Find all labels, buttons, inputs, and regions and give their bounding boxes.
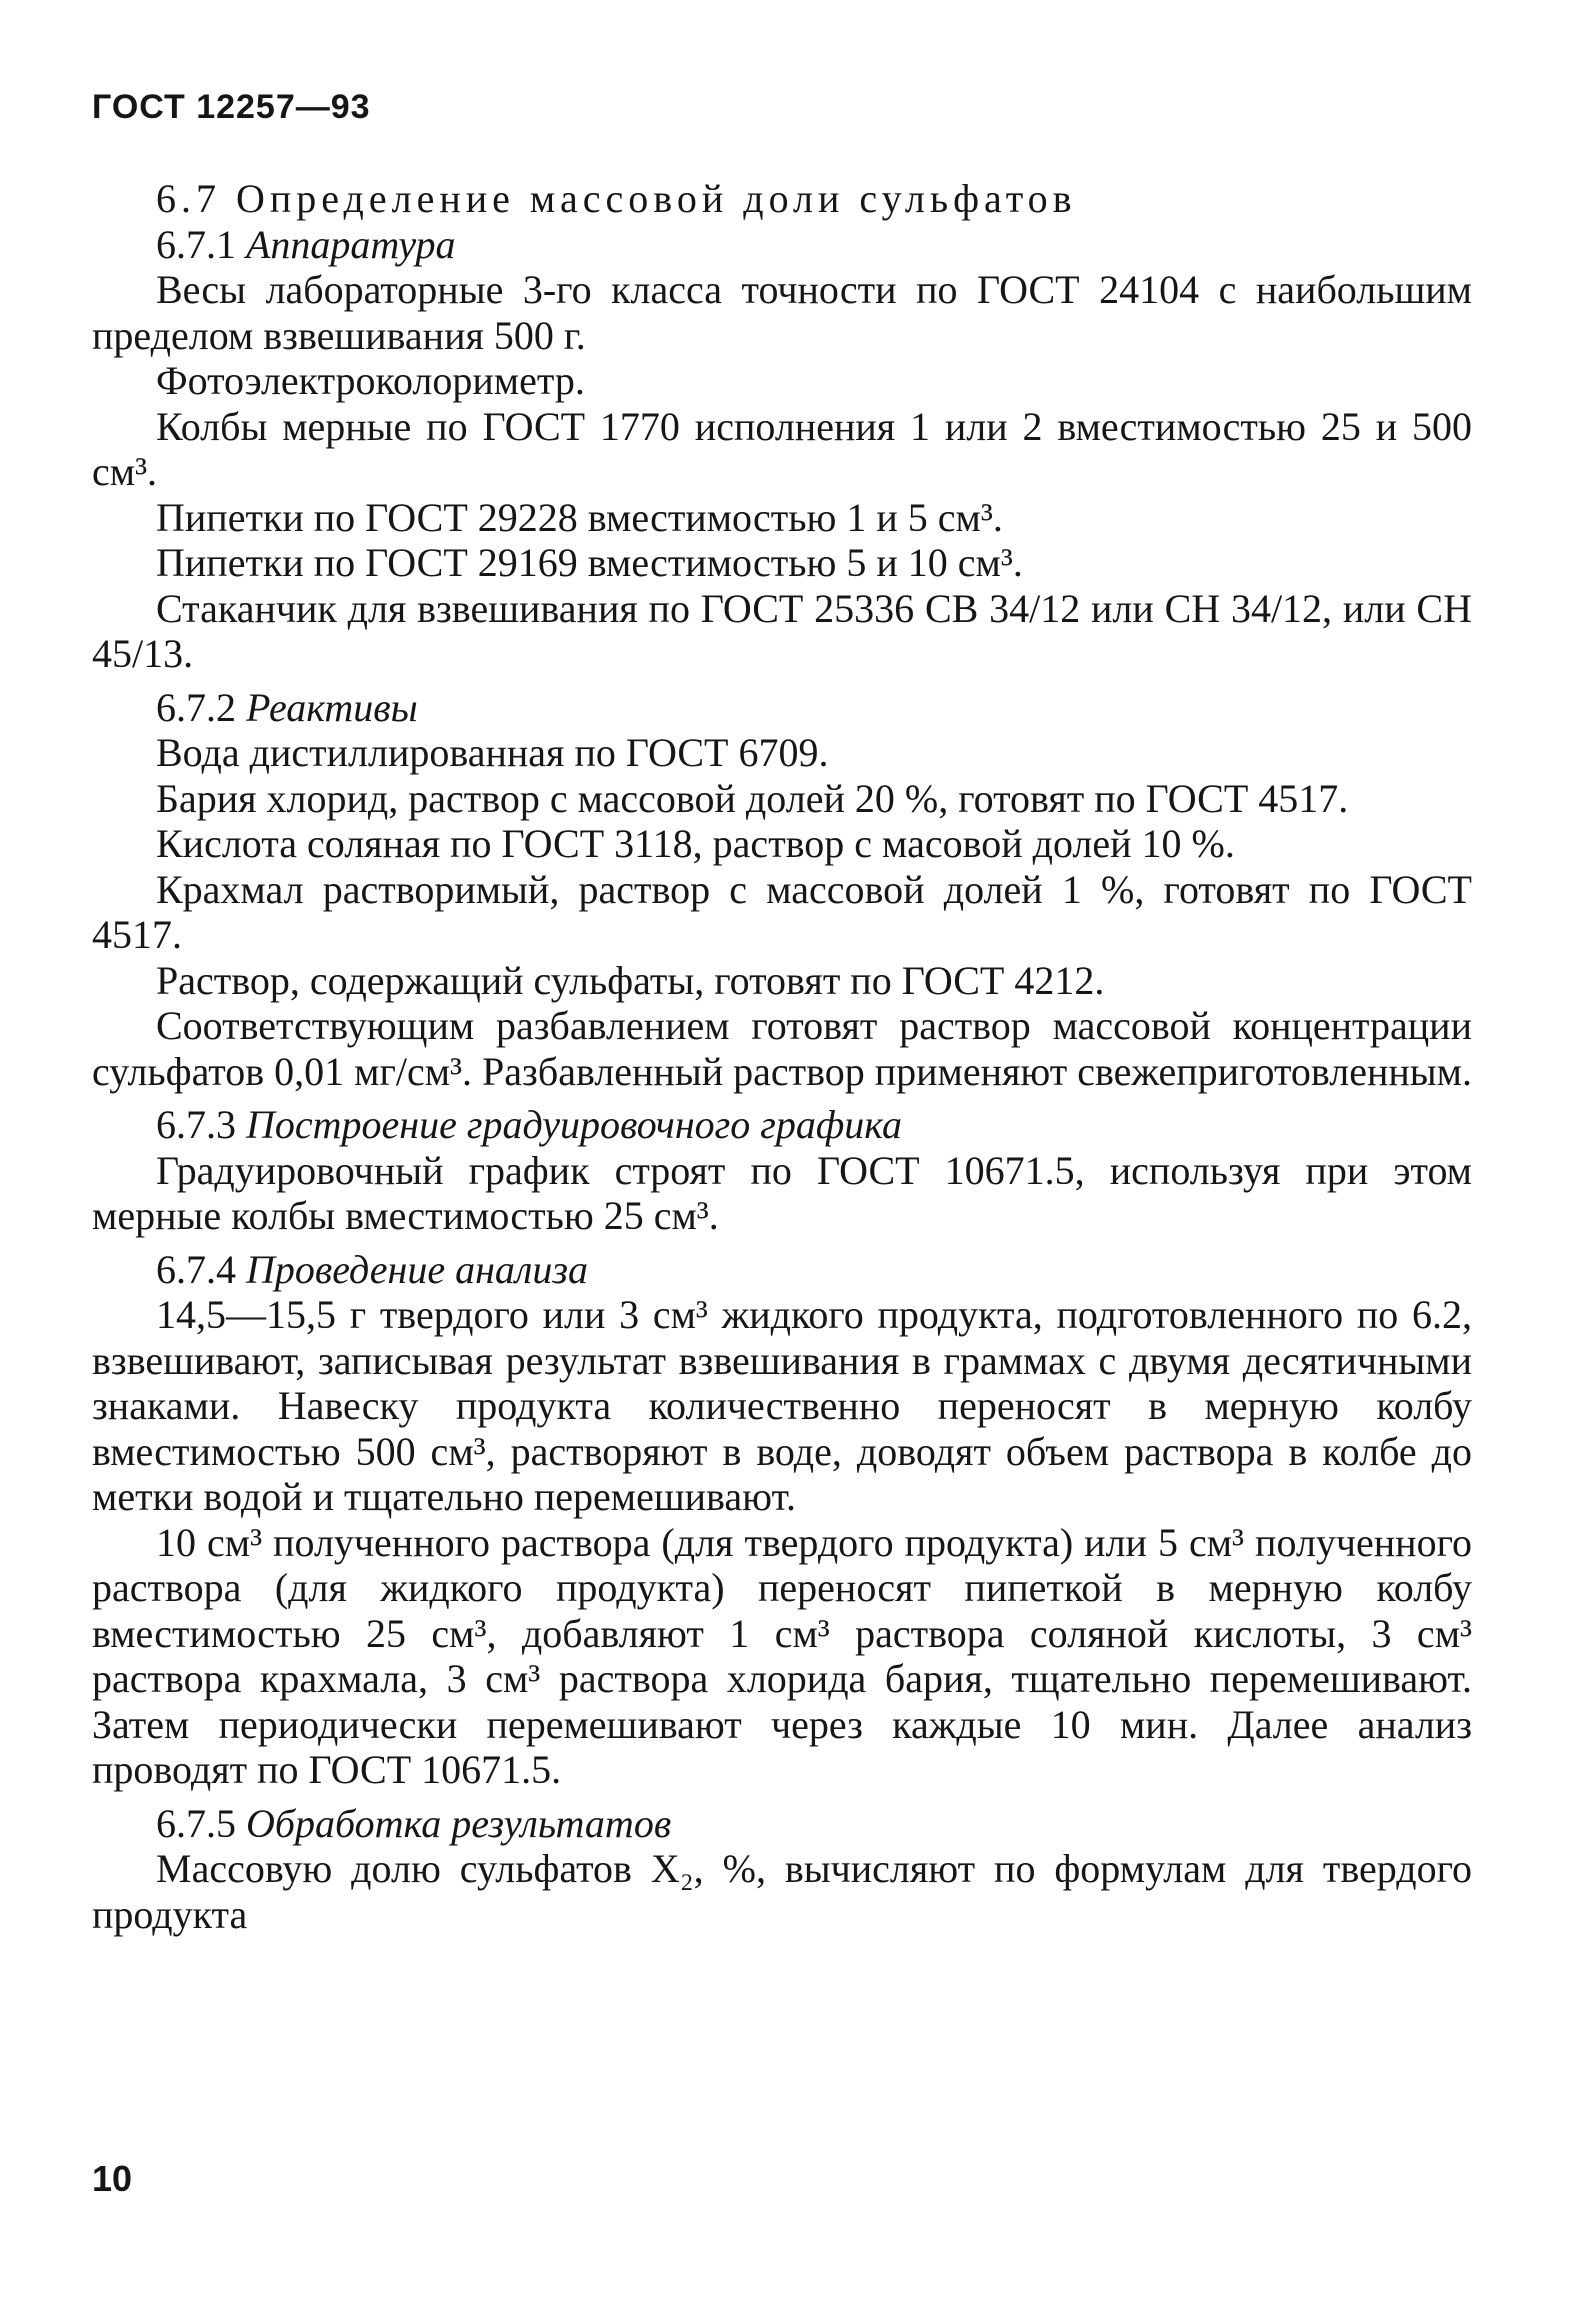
page-number: 10 — [92, 2158, 133, 2199]
analysis-paragraph: 14,5—15,5 г твердого или 3 см³ жидкого продукта, подготовленного по 6.2, взвешивают, записывая результат взвешивания в граммах с двумя десятичными знаками. Навеску продукта количественно переносят в мерную колбу вместимостью 500 см³, растворяют в воде, доводят объем раствора в колбе до метки водой и тщательно перемешивают. — [92, 1292, 1472, 1519]
analysis-paragraph: 10 см³ полученного раствора (для твердого продукта) или 5 см³ полученного раствора (для жидкого продукта) переносят пипеткой в мерную колбу вместимостью 25 см³, добавляют 1 см³ раствора соляной кислоты, 3 см³ раствора крахмала, 3 см³ раствора хлорида бария, тщательно перемешивают. Затем периодически перемешивают через каждые 10 мин. Далее анализ проводят по ГОСТ 10671.5. — [92, 1519, 1472, 1792]
subsection-title: Реактивы — [246, 684, 418, 730]
subsection-title: Проведение анализа — [246, 1246, 588, 1292]
subsection-title: Построение градуировочного графика — [246, 1102, 902, 1147]
subsection-heading-analysis — [92, 1247, 1472, 1293]
subsection-number: 6.7.3 — [156, 1102, 236, 1147]
reagent-item: Кислота соляная по ГОСТ 3118, раствор с масовой долей 10 %. — [156, 821, 1235, 866]
subsection-heading-equipment — [92, 222, 1472, 268]
reagent-item: Раствор, содержащий сульфаты, готовят по ГОСТ 4212. — [156, 957, 1105, 1003]
reagent-item: Крахмал растворимый, раствор с массовой долей 1 %, готовят по ГОСТ 4517. — [92, 866, 1472, 957]
subsection-number: 6.7.1 — [156, 221, 236, 267]
equipment-item: Пипетки по ГОСТ 29228 вместимостью 1 и 5 см³. — [156, 494, 1003, 540]
reagent-item: Соответствующим разбавлением готовят раствор массовой концентрации сульфатов 0,01 мг/см³. Разбавленный раствор применяют свежеприготовленным. — [92, 1003, 1472, 1094]
equipment-item: Фотоэлектроколориметр. — [156, 358, 585, 403]
reagent-item: Вода дистиллированная по ГОСТ 6709. — [156, 730, 829, 775]
equipment-item: Пипетки по ГОСТ 29169 вместимостью 5 и 10 см³. — [156, 540, 1023, 585]
equipment-item: Весы лабораторные 3-го класса точности по ГОСТ 24104 с наибольшим пределом взвешивания 500 г. — [92, 267, 1472, 358]
subsection-title: Обработка результатов — [246, 1800, 672, 1846]
section-title: 6.7 Определение массовой доли сульфатов — [156, 176, 1077, 221]
subsection-heading-results — [92, 1801, 1472, 1847]
subsection-title: Аппаратура — [246, 221, 456, 267]
equipment-item: Стаканчик для взвешивания по ГОСТ 25336 СВ 34/12 или СН 34/12, или СН 45/13. — [92, 585, 1472, 676]
running-header: ГОСТ 12257—93 — [92, 88, 371, 126]
reagent-item: Бария хлорид, раствор с массовой долей 20 %, готовят по ГОСТ 4517. — [156, 775, 1349, 821]
subsection-number: 6.7.5 — [156, 1800, 236, 1846]
calibration-text: Градуировочный график строят по ГОСТ 10671.5, используя при этом мерные колбы вместимостью 25 см³. — [92, 1147, 1472, 1238]
subsection-number: 6.7.2 — [156, 684, 236, 730]
document-body — [92, 176, 1472, 1937]
results-text: Массовую долю сульфатов X₂, %, вычисляют по формулам для твердого продукта — [92, 1846, 1472, 1937]
subsection-heading-calibration — [92, 1102, 1472, 1148]
equipment-item: Колбы мерные по ГОСТ 1770 исполнения 1 или 2 вместимостью 25 и 500 см³. — [92, 403, 1472, 494]
subsection-number: 6.7.4 — [156, 1246, 236, 1292]
subsection-heading-reagents — [92, 685, 1472, 731]
